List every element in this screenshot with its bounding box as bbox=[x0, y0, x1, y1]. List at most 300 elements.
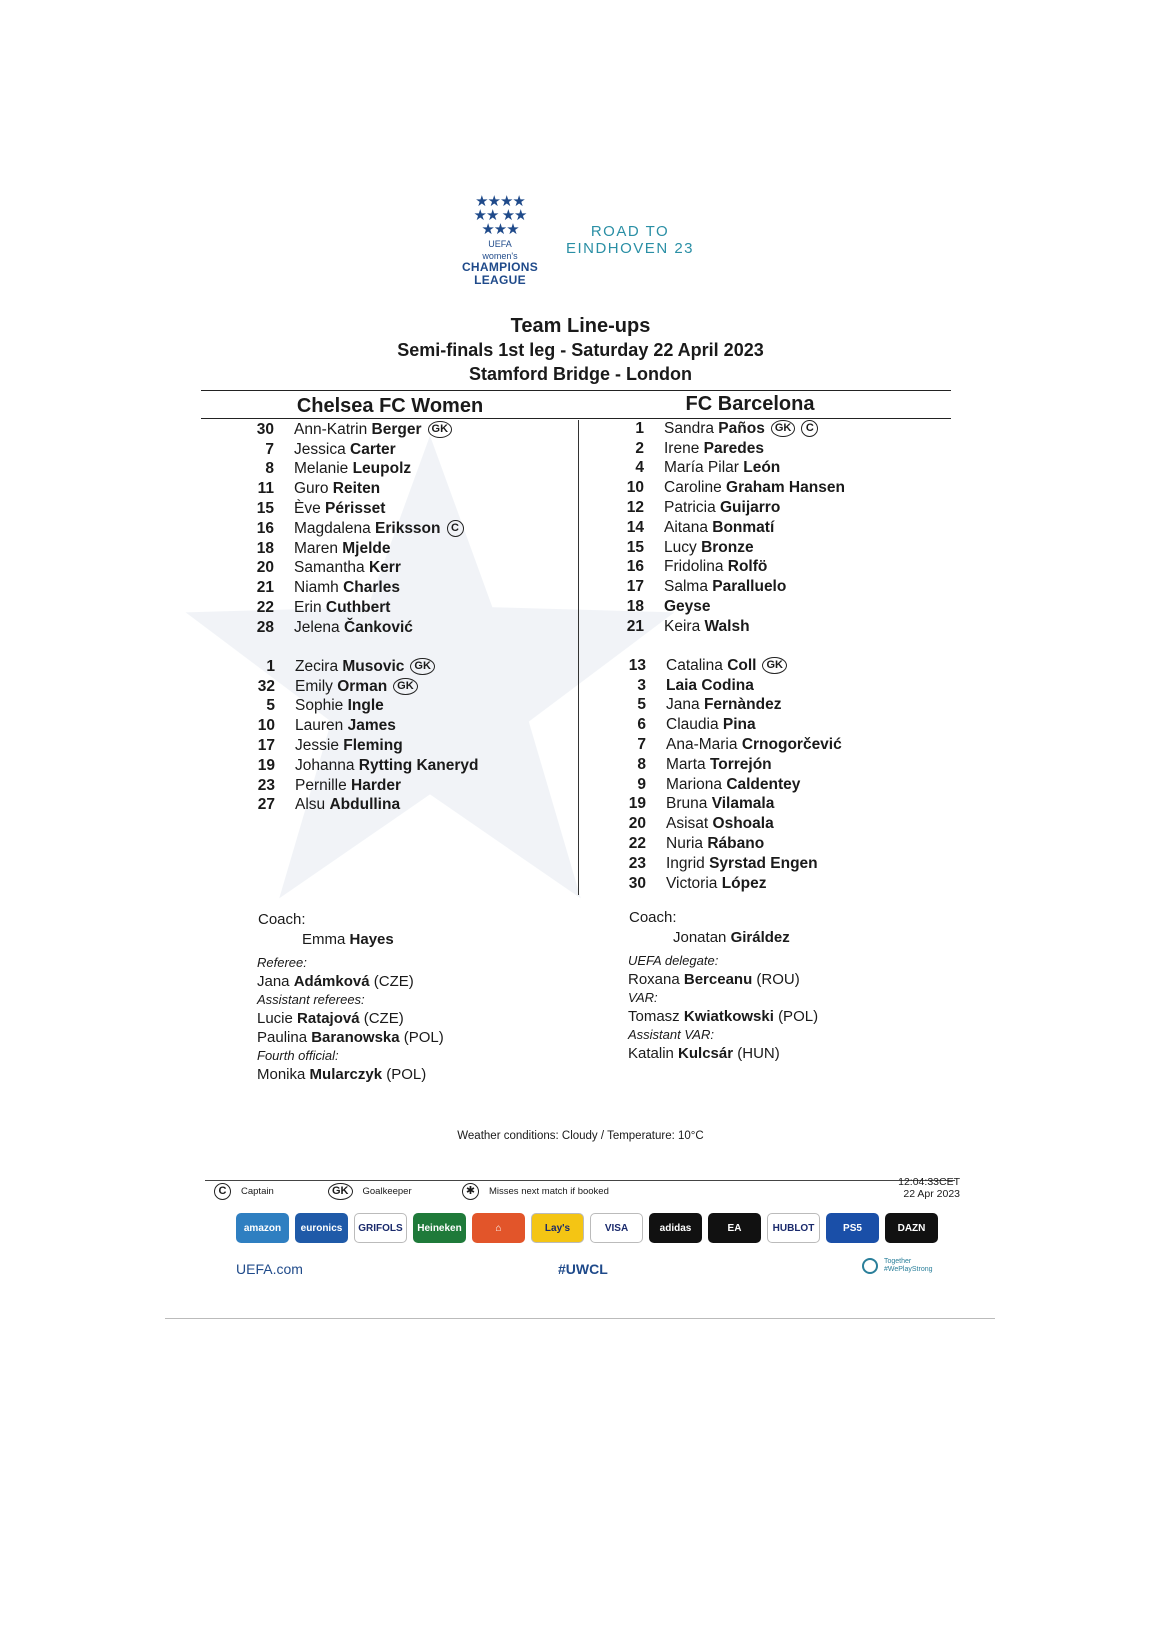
player-name bbox=[666, 815, 774, 833]
official-role: VAR: bbox=[628, 990, 658, 1005]
player-row bbox=[610, 518, 845, 538]
player-number: 17 bbox=[257, 737, 275, 755]
player-last-name: Cuthbert bbox=[325, 599, 391, 617]
player-name bbox=[295, 757, 479, 775]
player-first-name: Melanie bbox=[294, 460, 349, 478]
player-name bbox=[294, 460, 411, 478]
player-row bbox=[612, 814, 842, 834]
player-number: 19 bbox=[628, 795, 646, 813]
together-line2: #WePlayStrong bbox=[884, 1266, 933, 1273]
player-row bbox=[612, 735, 842, 755]
player-first-name: Maren bbox=[294, 539, 338, 557]
player-last-name: López bbox=[721, 874, 767, 892]
player-first-name: Erin bbox=[294, 599, 322, 617]
player-last-name: Caldentey bbox=[726, 775, 801, 793]
player-last-name: Mjelde bbox=[342, 539, 391, 557]
player-last-name: Rytting Kaneryd bbox=[358, 756, 479, 774]
official-first-name: Monika bbox=[257, 1066, 306, 1083]
player-name bbox=[294, 500, 385, 518]
official-name bbox=[257, 1065, 444, 1084]
player-name bbox=[666, 677, 754, 695]
home-subs-list bbox=[241, 657, 479, 815]
player-row bbox=[241, 677, 479, 697]
player-name bbox=[664, 539, 754, 557]
player-row bbox=[612, 715, 842, 735]
official-role: UEFA delegate: bbox=[628, 953, 719, 968]
player-name bbox=[294, 540, 390, 558]
player-number: 11 bbox=[257, 480, 274, 498]
player-row bbox=[612, 696, 842, 716]
player-row bbox=[241, 716, 479, 736]
player-first-name: Asisat bbox=[666, 815, 709, 833]
goalkeeper-icon: GK bbox=[762, 657, 787, 674]
player-number: 17 bbox=[626, 578, 644, 596]
officials-right bbox=[628, 952, 818, 1063]
player-first-name: Samantha bbox=[294, 559, 365, 577]
official-country: (POL) bbox=[778, 1008, 819, 1025]
timestamp-date: 22 Apr 2023 bbox=[903, 1188, 960, 1200]
player-last-name: Rolfö bbox=[727, 558, 768, 576]
player-number: 8 bbox=[637, 755, 646, 773]
player-last-name: Musovic bbox=[342, 657, 405, 675]
player-number: 5 bbox=[637, 696, 646, 714]
player-last-name: Laia Codina bbox=[666, 676, 754, 694]
official-country: (CZE) bbox=[373, 973, 414, 990]
player-name bbox=[295, 658, 404, 676]
player-first-name: Alsu bbox=[295, 796, 326, 814]
player-name bbox=[295, 717, 396, 735]
sponsor-row bbox=[236, 1213, 944, 1243]
player-name bbox=[664, 499, 780, 517]
player-number: 14 bbox=[626, 518, 644, 536]
player-last-name: Oshoala bbox=[712, 815, 774, 833]
player-name bbox=[295, 796, 400, 814]
player-last-name: Crnogorčević bbox=[741, 736, 842, 754]
player-number: 10 bbox=[626, 479, 644, 497]
player-number: 12 bbox=[626, 499, 644, 517]
player-last-name: Berger bbox=[371, 420, 422, 438]
player-row bbox=[240, 559, 464, 579]
goalkeeper-icon: GK bbox=[328, 1183, 353, 1200]
together-icon bbox=[862, 1258, 878, 1274]
player-row bbox=[610, 558, 845, 578]
timestamp-time: 12:04:33CET bbox=[898, 1176, 960, 1188]
player-number: 6 bbox=[637, 716, 646, 734]
player-last-name: Carter bbox=[350, 440, 396, 458]
player-name bbox=[664, 459, 780, 477]
player-name bbox=[294, 559, 401, 577]
player-row bbox=[240, 539, 464, 559]
road-to-eindhoven-logo bbox=[545, 223, 715, 257]
player-last-name: León bbox=[743, 459, 781, 477]
away-starters-list bbox=[610, 419, 845, 637]
player-last-name: Périsset bbox=[325, 500, 386, 518]
player-row bbox=[240, 598, 464, 618]
player-first-name: Johanna bbox=[295, 756, 355, 774]
official-name bbox=[257, 972, 444, 991]
player-row bbox=[612, 656, 842, 676]
official-last-name: Mularczyk bbox=[309, 1066, 383, 1083]
player-row bbox=[610, 459, 845, 479]
official-name bbox=[628, 1044, 818, 1063]
player-name bbox=[664, 618, 750, 636]
sponsor-logo: PS5 bbox=[826, 1213, 879, 1243]
player-row bbox=[612, 676, 842, 696]
official-first-name: Jana bbox=[257, 973, 290, 990]
official-first-name: Katalin bbox=[628, 1045, 674, 1062]
legend-goalkeeper bbox=[328, 1183, 412, 1200]
official-name bbox=[628, 1007, 818, 1026]
away-coach-first: Jonatan bbox=[673, 929, 727, 946]
player-row bbox=[240, 420, 464, 440]
official-first-name: Roxana bbox=[628, 971, 680, 988]
away-team-name: FC Barcelona bbox=[685, 393, 815, 415]
player-number: 21 bbox=[256, 579, 274, 597]
player-first-name: Fridolina bbox=[664, 558, 724, 576]
player-number: 7 bbox=[265, 440, 274, 458]
player-first-name: Bruna bbox=[666, 795, 708, 813]
together-logo bbox=[862, 1258, 933, 1274]
player-last-name: Čanković bbox=[344, 618, 413, 636]
officials-left bbox=[257, 954, 444, 1084]
player-row bbox=[612, 834, 842, 854]
player-first-name: Claudia bbox=[666, 716, 719, 734]
player-number: 28 bbox=[256, 618, 274, 636]
uefa-site: UEFA.com bbox=[236, 1261, 303, 1277]
home-coach-first: Emma bbox=[302, 931, 346, 948]
player-number: 5 bbox=[266, 697, 275, 715]
player-name bbox=[666, 875, 767, 893]
player-name bbox=[666, 716, 756, 734]
player-name bbox=[294, 480, 380, 498]
player-row bbox=[241, 697, 479, 717]
player-last-name: Pina bbox=[722, 716, 756, 734]
header-rule-top bbox=[201, 390, 951, 391]
player-row bbox=[241, 736, 479, 756]
player-first-name: Zecira bbox=[295, 657, 339, 675]
player-name bbox=[294, 619, 413, 637]
captain-icon: C bbox=[214, 1183, 231, 1200]
stars-icon: ★★★★ ★★ ★★ ★★★ bbox=[473, 193, 527, 238]
player-number: 30 bbox=[628, 874, 646, 892]
player-row bbox=[610, 597, 845, 617]
player-number: 22 bbox=[256, 599, 274, 617]
legend-captain bbox=[214, 1183, 274, 1200]
sponsor-logo: EA bbox=[708, 1213, 761, 1243]
player-first-name: Keira bbox=[664, 617, 701, 635]
player-number: 2 bbox=[635, 439, 644, 457]
player-name bbox=[295, 777, 401, 795]
sponsor-logo: ⌂ bbox=[472, 1213, 525, 1243]
player-last-name: Reiten bbox=[332, 480, 381, 498]
timestamp bbox=[850, 1176, 960, 1200]
player-last-name: Paredes bbox=[703, 439, 764, 457]
player-number: 20 bbox=[628, 815, 646, 833]
sponsor-logo: HUBLOT bbox=[767, 1213, 820, 1243]
ucl-logo-womens: women's bbox=[482, 251, 518, 261]
player-name bbox=[294, 579, 400, 597]
player-row bbox=[240, 519, 464, 539]
player-name bbox=[295, 697, 384, 715]
player-last-name: Geyse bbox=[664, 598, 711, 616]
player-number: 13 bbox=[628, 656, 646, 674]
player-first-name: Niamh bbox=[294, 579, 339, 597]
hashtag: #UWCL bbox=[558, 1261, 608, 1277]
player-first-name: Magdalena bbox=[294, 519, 371, 537]
player-last-name: Charles bbox=[343, 579, 400, 597]
player-last-name: Guijarro bbox=[720, 499, 781, 517]
player-first-name: Nuria bbox=[666, 835, 704, 853]
player-row bbox=[612, 795, 842, 815]
player-first-name: Aitana bbox=[664, 518, 708, 536]
player-number: 23 bbox=[628, 854, 646, 872]
player-first-name: María Pilar bbox=[664, 459, 739, 477]
official-country: (ROU) bbox=[756, 971, 800, 988]
player-last-name: Paralluelo bbox=[712, 578, 787, 596]
goalkeeper-icon: GK bbox=[428, 421, 453, 438]
home-coach-label: Coach: bbox=[258, 911, 306, 928]
player-number: 20 bbox=[256, 559, 274, 577]
player-number: 18 bbox=[256, 539, 274, 557]
player-row bbox=[241, 776, 479, 796]
player-name bbox=[664, 558, 767, 576]
player-number: 1 bbox=[266, 657, 275, 675]
player-row bbox=[241, 756, 479, 776]
player-row bbox=[610, 498, 845, 518]
player-last-name: Torrejón bbox=[709, 755, 772, 773]
sponsor-logo: GRIFOLS bbox=[354, 1213, 407, 1243]
official-last-name: Berceanu bbox=[683, 971, 753, 988]
player-first-name: Lucy bbox=[664, 538, 697, 556]
player-row bbox=[241, 796, 479, 816]
player-first-name: Ève bbox=[294, 500, 321, 518]
player-name bbox=[666, 835, 764, 853]
player-last-name: Ingle bbox=[347, 697, 384, 715]
official-first-name: Tomasz bbox=[628, 1008, 680, 1025]
player-number: 16 bbox=[256, 519, 274, 537]
player-number: 27 bbox=[257, 796, 275, 814]
player-first-name: Patricia bbox=[664, 499, 716, 517]
player-last-name: Orman bbox=[337, 677, 388, 695]
player-first-name: Ana-Maria bbox=[666, 736, 738, 754]
weather-conditions: Weather conditions: Cloudy / Temperature: 10°C bbox=[457, 1130, 704, 1142]
player-name bbox=[294, 441, 396, 459]
player-last-name: Fernàndez bbox=[703, 696, 782, 714]
player-first-name: Salma bbox=[664, 578, 708, 596]
player-number: 19 bbox=[257, 756, 275, 774]
player-row bbox=[610, 538, 845, 558]
sponsor-logo: euronics bbox=[295, 1213, 348, 1243]
player-last-name: Coll bbox=[727, 656, 757, 674]
player-number: 7 bbox=[637, 736, 646, 754]
page-title: Team Line-ups bbox=[510, 315, 651, 337]
official-last-name: Ratajová bbox=[297, 1010, 360, 1027]
player-last-name: Paños bbox=[718, 419, 765, 437]
home-coach bbox=[302, 931, 394, 948]
away-subs-list bbox=[612, 656, 842, 894]
player-name bbox=[295, 737, 403, 755]
official-role: Assistant VAR: bbox=[628, 1027, 714, 1042]
official-role: Assistant referees: bbox=[257, 992, 365, 1007]
sponsor-logo: DAZN bbox=[885, 1213, 938, 1243]
goalkeeper-icon: GK bbox=[771, 420, 796, 437]
player-row bbox=[241, 657, 479, 677]
player-number: 32 bbox=[257, 677, 275, 695]
player-name bbox=[666, 776, 800, 794]
official-country: (CZE) bbox=[363, 1010, 404, 1027]
together-line1: Together bbox=[884, 1258, 912, 1265]
official-last-name: Baranowska bbox=[311, 1029, 400, 1046]
player-first-name: Pernille bbox=[295, 776, 347, 794]
player-number: 23 bbox=[257, 776, 275, 794]
player-first-name: Emily bbox=[295, 677, 333, 695]
player-name bbox=[664, 479, 845, 497]
player-row bbox=[240, 578, 464, 598]
player-name bbox=[664, 598, 711, 616]
official-last-name: Adámková bbox=[293, 973, 370, 990]
player-name bbox=[666, 756, 772, 774]
player-last-name: Eriksson bbox=[375, 519, 441, 537]
away-coach-last: Giráldez bbox=[730, 929, 790, 946]
road-to-line2: EINDHOVEN 23 bbox=[565, 240, 695, 257]
player-name bbox=[666, 696, 781, 714]
player-last-name: Harder bbox=[351, 776, 401, 794]
sponsor-logo: adidas bbox=[649, 1213, 702, 1243]
player-last-name: Walsh bbox=[704, 617, 750, 635]
player-first-name: Sandra bbox=[664, 419, 714, 437]
player-row bbox=[612, 874, 842, 894]
player-row bbox=[240, 460, 464, 480]
player-row bbox=[240, 499, 464, 519]
official-first-name: Lucie bbox=[257, 1010, 293, 1027]
player-name bbox=[666, 855, 818, 873]
player-number: 3 bbox=[637, 676, 646, 694]
player-last-name: Fleming bbox=[343, 737, 403, 755]
player-last-name: Bonmatí bbox=[712, 518, 775, 536]
official-last-name: Kulcsár bbox=[678, 1045, 734, 1062]
player-name bbox=[664, 420, 765, 438]
player-row bbox=[612, 775, 842, 795]
player-row bbox=[610, 478, 845, 498]
player-first-name: Mariona bbox=[666, 775, 722, 793]
player-name bbox=[666, 657, 756, 675]
player-last-name: Graham Hansen bbox=[726, 479, 845, 497]
official-role: Fourth official: bbox=[257, 1048, 339, 1063]
official-first-name: Paulina bbox=[257, 1029, 308, 1046]
player-name bbox=[295, 678, 387, 696]
player-row bbox=[610, 577, 845, 597]
legend-booked-label: Misses next match if booked bbox=[489, 1186, 609, 1197]
away-coach bbox=[673, 929, 790, 946]
player-row bbox=[612, 755, 842, 775]
player-number: 16 bbox=[626, 558, 644, 576]
home-coach-last: Hayes bbox=[349, 931, 394, 948]
player-row bbox=[612, 854, 842, 874]
player-row bbox=[610, 617, 845, 637]
venue: Stamford Bridge - London bbox=[469, 364, 692, 384]
player-row bbox=[240, 479, 464, 499]
player-number: 15 bbox=[256, 500, 274, 518]
player-name bbox=[294, 421, 422, 439]
player-last-name: Vilamala bbox=[711, 795, 775, 813]
official-country: (POL) bbox=[403, 1029, 444, 1046]
player-last-name: Bronze bbox=[701, 538, 754, 556]
player-number: 10 bbox=[257, 717, 275, 735]
player-row bbox=[240, 440, 464, 460]
player-row bbox=[610, 439, 845, 459]
player-row bbox=[240, 618, 464, 638]
player-first-name: Jelena bbox=[294, 618, 340, 636]
player-number: 22 bbox=[628, 835, 646, 853]
player-name bbox=[294, 520, 441, 538]
page-bottom-line bbox=[165, 1318, 995, 1319]
official-last-name: Kwiatkowski bbox=[683, 1008, 774, 1025]
player-first-name: Marta bbox=[666, 755, 706, 773]
player-name bbox=[294, 599, 390, 617]
player-number: 1 bbox=[635, 419, 644, 437]
goalkeeper-icon: GK bbox=[410, 658, 435, 675]
player-row bbox=[610, 419, 845, 439]
player-first-name: Lauren bbox=[295, 717, 344, 735]
player-name bbox=[664, 440, 764, 458]
player-last-name: Syrstad Engen bbox=[709, 854, 818, 872]
official-name bbox=[628, 970, 818, 989]
player-number: 21 bbox=[626, 617, 644, 635]
official-country: (POL) bbox=[386, 1066, 427, 1083]
booked-icon: ✱ bbox=[462, 1183, 479, 1200]
legend-goalkeeper-label: Goalkeeper bbox=[362, 1186, 412, 1197]
player-last-name: Abdullina bbox=[329, 796, 401, 814]
match-subtitle: Semi-finals 1st leg - Saturday 22 April 2023 bbox=[397, 340, 764, 360]
player-last-name: Kerr bbox=[368, 559, 401, 577]
player-number: 30 bbox=[256, 420, 274, 438]
player-first-name: Victoria bbox=[666, 874, 718, 892]
player-first-name: Guro bbox=[294, 480, 329, 498]
legend-captain-label: Captain bbox=[241, 1186, 274, 1197]
player-number: 15 bbox=[626, 538, 644, 556]
player-number: 18 bbox=[626, 598, 644, 616]
captain-icon: C bbox=[801, 420, 818, 437]
away-coach-label: Coach: bbox=[629, 909, 677, 926]
sponsor-logo: amazon bbox=[236, 1213, 289, 1243]
goalkeeper-icon: GK bbox=[393, 678, 418, 695]
ucl-logo-champions: CHAMPIONS bbox=[461, 260, 539, 274]
player-last-name: Leupolz bbox=[352, 460, 412, 478]
player-number: 4 bbox=[635, 459, 644, 477]
player-last-name: Rábano bbox=[707, 835, 765, 853]
player-first-name: Jessica bbox=[294, 440, 346, 458]
player-name bbox=[664, 578, 786, 596]
player-first-name: Ann-Katrin bbox=[294, 420, 368, 438]
player-name bbox=[664, 519, 774, 537]
player-first-name: Irene bbox=[664, 439, 700, 457]
official-name bbox=[257, 1028, 444, 1047]
official-name bbox=[257, 1009, 444, 1028]
player-first-name: Jessie bbox=[295, 737, 339, 755]
home-team-name: Chelsea FC Women bbox=[296, 395, 484, 417]
player-number: 9 bbox=[637, 775, 646, 793]
player-first-name: Jana bbox=[666, 696, 700, 714]
player-first-name: Caroline bbox=[664, 479, 722, 497]
player-number: 8 bbox=[265, 460, 274, 478]
ucl-logo bbox=[440, 195, 560, 287]
player-last-name: James bbox=[347, 717, 396, 735]
player-first-name: Catalina bbox=[666, 656, 723, 674]
sponsor-logo: Lay's bbox=[531, 1213, 584, 1243]
road-to-line1: ROAD TO bbox=[590, 223, 670, 240]
ucl-logo-league: LEAGUE bbox=[474, 273, 526, 287]
official-country: (HUN) bbox=[737, 1045, 780, 1062]
